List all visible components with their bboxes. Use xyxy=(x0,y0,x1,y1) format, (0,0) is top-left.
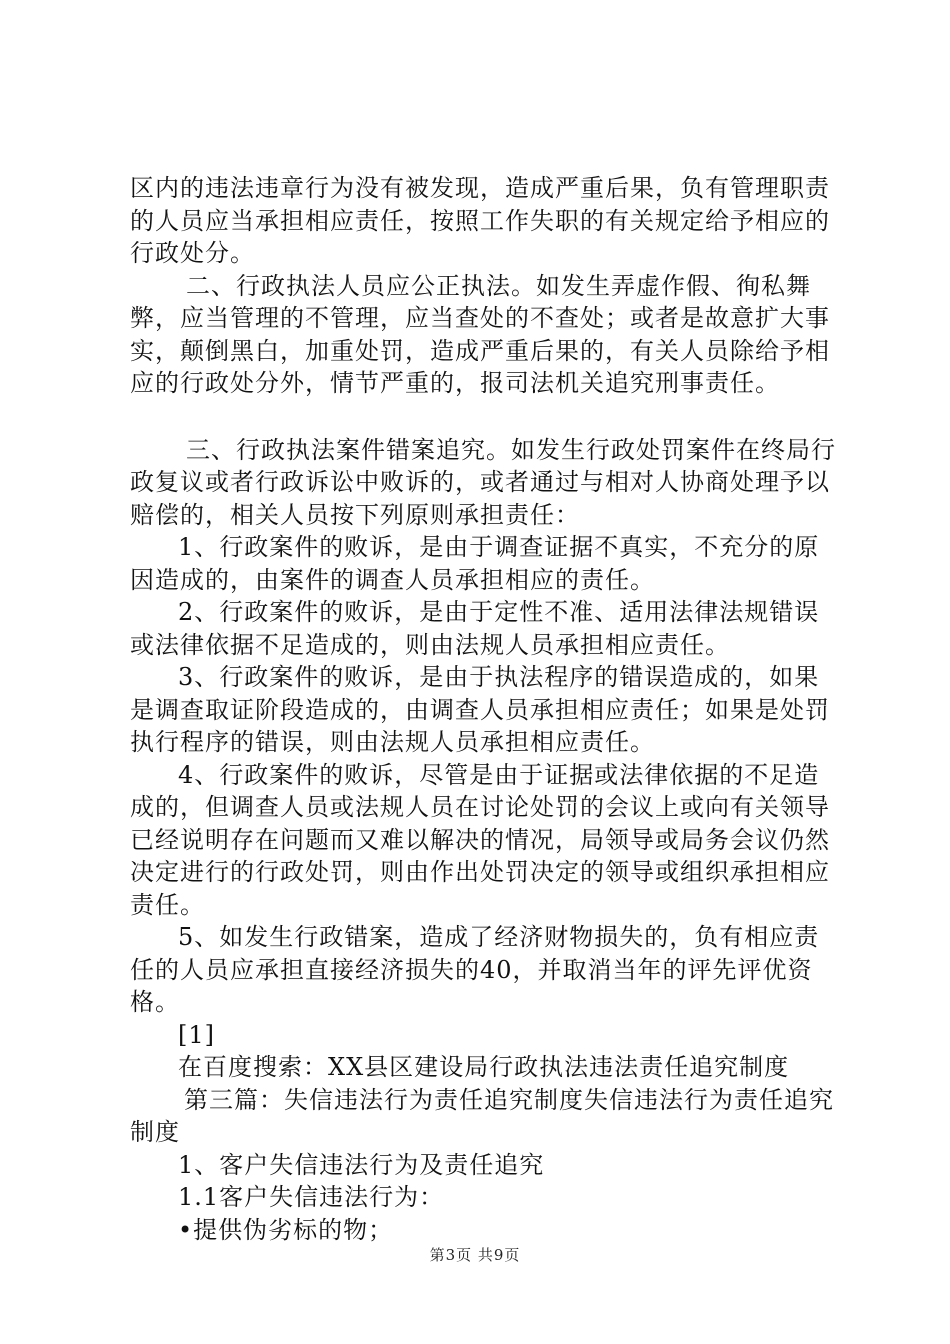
paragraph-section-2: 二、行政执法人员应公正执法。如发生弄虚作假、徇私舞弊，应当管理的不管理，应当查处的不查处；或者是故意扩大事实，颠倒黑白，加重处罚，造成严重后果的，有关人员除给予相应的行政处分外，情节严重的，报司法机关追究刑事责任。 xyxy=(130,271,830,397)
search-hint: 在百度搜索：XX县区建设局行政执法违法责任追究制度 xyxy=(178,1053,790,1081)
paragraph-section-3: 三、行政执法案件错案追究。如发生行政处罚案件在终局行政复议或者行政诉讼中败诉的，或者通过与相对人协商处理予以赔偿的，相关人员按下列原则承担责任： xyxy=(130,435,836,529)
subsection-heading: 1.1客户失信违法行为： xyxy=(178,1183,445,1211)
chapter-heading: 第三篇：失信违法行为责任追究制度失信违法行为责任追究制度 xyxy=(130,1085,834,1146)
page-number-footer: 第3页 共9页 xyxy=(429,1246,521,1264)
paragraph-item-5: 5、如发生行政错案，造成了经济财物损失的，负有相应责任的人员应承担直接经济损失的40，并取消当年的评先评优资格。 xyxy=(130,923,820,1016)
paragraph-item-3: 3、行政案件的败诉，是由于执法程序的错误造成的，如果是调查取证阶段造成的，由调查人员承担相应责任；如果是处罚执行程序的错误，则由法规人员承担相应责任。 xyxy=(130,663,830,756)
paragraph-continuation: 区内的违法违章行为没有被发现，造成严重后果，负有管理职责的人员应当承担相应责任，按照工作失职的有关规定给予相应的行政处分。 xyxy=(130,174,830,267)
paragraph-item-4: 4、行政案件的败诉，尽管是由于证据或法律依据的不足造成的，但调查人员或法规人员在讨论处罚的会议上或向有关领导已经说明存在问题而又难以解决的情况，局领导或局务会议仍然决定进行的行政处罚，则由作出处罚决定的领导或组织承担相应责任。 xyxy=(130,760,830,919)
paragraph-gap xyxy=(130,400,840,434)
document-body xyxy=(130,172,840,1246)
paragraph-item-1: 1、行政案件的败诉，是由于调查证据不真实，不充分的原因造成的，由案件的调查人员承担相应的责任。 xyxy=(130,533,820,594)
paragraph-item-2: 2、行政案件的败诉，是由于定性不准、适用法律法规错误或法律依据不足造成的，则由法规人员承担相应责任。 xyxy=(130,598,820,659)
section-heading: 1、客户失信违法行为及责任追究 xyxy=(178,1150,545,1179)
bullet-item: •提供伪劣标的物； xyxy=(178,1215,394,1244)
reference-marker: [1] xyxy=(178,1020,215,1049)
